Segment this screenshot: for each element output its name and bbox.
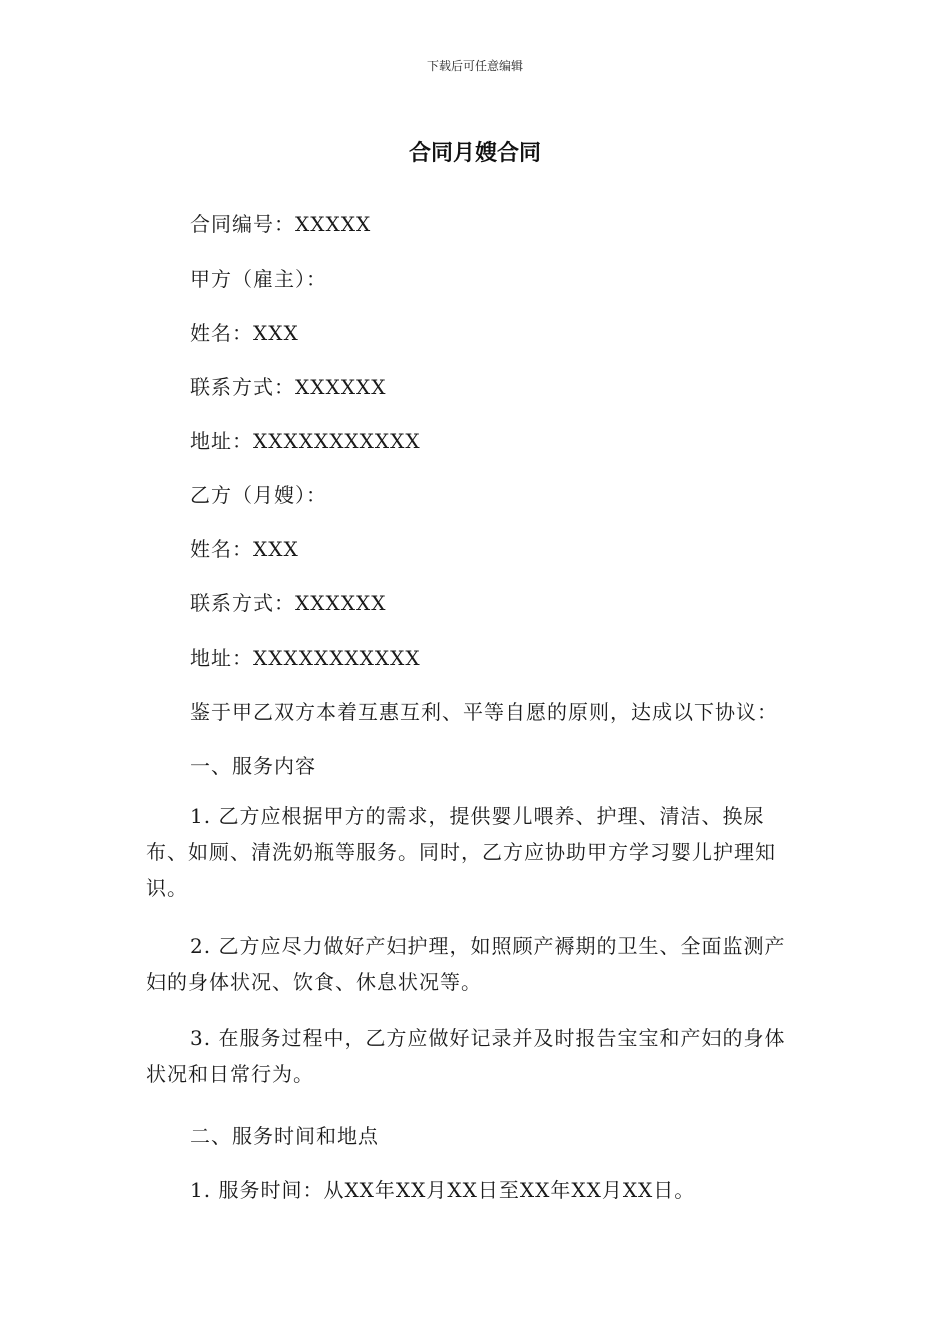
- section-1-item-3: 3. 在服务过程中，乙方应做好记录并及时报告宝宝和产妇的身体状况和日常行为。: [146, 1026, 786, 1086]
- section-1-item-1: 1. 乙方应根据甲方的需求，提供婴儿喂养、护理、清洁、换尿布、如厕、清洗奶瓶等服务。同时，乙方应协助甲方学习婴儿护理知识。: [146, 804, 776, 900]
- party-b-name: 姓名：XXX: [190, 537, 299, 561]
- party-b-contact: 联系方式：XXXXXX: [190, 591, 387, 615]
- header-note: 下载后可任意编辑: [426, 59, 523, 73]
- section-2-heading: 二、服务时间和地点: [190, 1124, 379, 1148]
- section-2-item-1: 1. 服务时间：从XX年XX月XX日至XX年XX月XX日。: [190, 1178, 696, 1202]
- section-1-item-2: 2. 乙方应尽力做好产妇护理，如照顾产褥期的卫生、全面监测产妇的身体状况、饮食、休息状况等。: [146, 934, 786, 994]
- party-a-address: 地址：XXXXXXXXXXX: [190, 429, 421, 453]
- party-b-heading: 乙方（月嫂）：: [190, 483, 327, 507]
- party-a-contact: 联系方式：XXXXXX: [190, 375, 387, 399]
- section-1-heading: 一、服务内容: [190, 754, 316, 778]
- preamble: 鉴于甲乙双方本着互惠互利、平等自愿的原则，达成以下协议：: [190, 700, 778, 724]
- party-a-heading: 甲方（雇主）：: [190, 267, 327, 291]
- contract-number: 合同编号：XXXXX: [190, 212, 372, 236]
- document-title: 合同月嫂合同: [408, 141, 541, 166]
- party-a-name: 姓名：XXX: [190, 321, 299, 345]
- party-b-address: 地址：XXXXXXXXXXX: [190, 646, 421, 670]
